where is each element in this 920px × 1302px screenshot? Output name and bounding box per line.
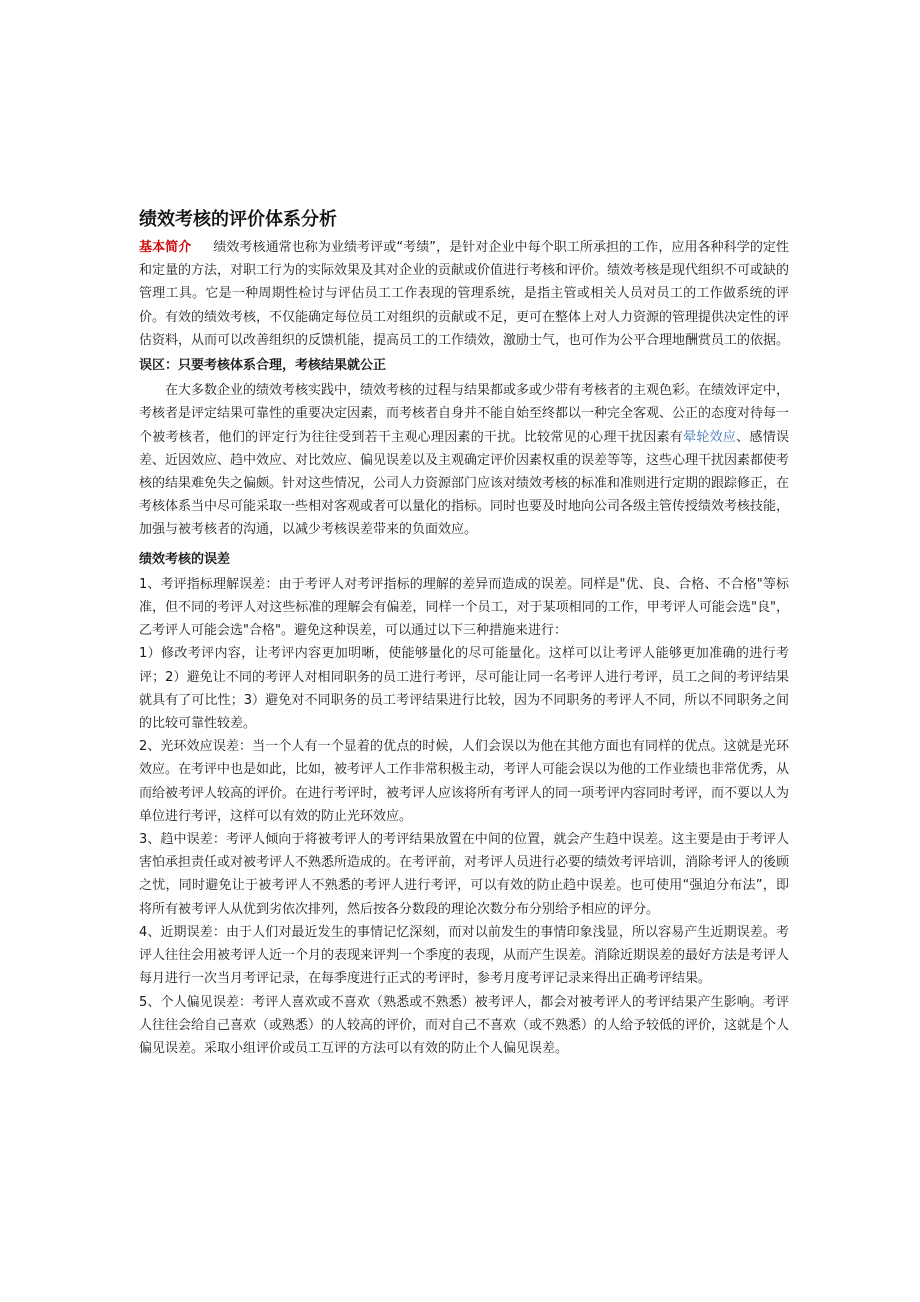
intro-text: 绩效考核通常也称为业绩考评或“考绩”，是针对企业中每个职工所承担的工作，应用各种科学的定性和定量的方法，对职工行为的实际效果及其对企业的贡献或价值进行考核和评价。绩效考核是现代组织不可或缺的管理工具。它是一种周期性检讨与评估员工工作表现的管理系统，是指主管或相关人员对员工的工作做系统的评价。有效的绩效考核，不仅能确定每位员工对组织的贡献或不足，更可在整体上对人力资源的管理提供决定性的评估资料，从而可以改善组织的反馈机能，提高员工的工作绩效，激励士气，也可作为公平合理地酬赏员工的依据。 <box>139 240 790 348</box>
errors-heading: 绩效考核的误差 <box>139 551 231 567</box>
document-body <box>139 208 789 1060</box>
error-item-5: 5、个人偏见误差：考评人喜欢或不喜欢（熟悉或不熟悉）被考评人，都会对被考评人的考评结果产生影响。考评人往往会给自己喜欢（或熟悉）的人较高的评价，而对自己不喜欢（或不熟悉）的人给予较低的评价，这就是个人偏见误差。采取小组评价或员工互评的方法可以有效的防止个人偏见误差。 <box>139 994 790 1056</box>
intro-paragraph <box>139 236 789 352</box>
error-item-4: 4、近期误差：由于人们对最近发生的事情记忆深刻，而对以前发生的事情印象浅显，所以容易产生近期误差。考评人往往会用被考评人近一个月的表现来评判一个季度的表现，从而产生误差。消除近期误差的最好方法是考评人每月进行一次当月考评记录，在每季度进行正式的考评时，参考月度考评记录来得出正确考评结果。 <box>139 924 790 987</box>
misconception-text-2: 、感情误差、近因效应、趋中效应、对比效应、偏见误差以及主观确定评价因素权重的误差等等，这些心理干扰因素都使考核的结果难免失之偏颇。针对这些情况，公司人力资源部门应该对绩效考核的标准和准则进行定期的跟踪修正，在考核体系当中尽可能采取一些相对客观或者可以量化的指标。同时也要及时地向公司各级主管传授绩效考核技能，加强与被考核者的沟通，以减少考核误差带来的负面效应。 <box>139 429 790 538</box>
misconception-text-1: 在大多数企业的绩效考核实践中，绩效考核的过程与结果都或多或少带有考核者的主观色彩。在绩效评定中，考核者是评定结果可靠性的重要决定因素，而考核者自身并不能自始至终都以一种完全客观、公正的态度对待每一个被考核者，他们的评定行为往往受到若干主观心理因素的干扰。比较常见的心理干扰因素有 <box>139 383 790 445</box>
error-item-2: 2、光环效应误差：当一个人有一个显着的优点的时候，人们会误以为他在其他方面也有同样的优点。这就是光环效应。在考评中也是如此，比如，被考评人工作非常积极主动，考评人可能会误以为他的工作业绩也非常优秀，从而给被考评人较高的评价。在进行考评时，被考评人应该将所有考评人的同一项考评内容同时考评，而不要以人为单位进行考评，这样可以有效的防止光环效应。 <box>139 739 790 824</box>
intro-label: 基本简介 <box>139 240 192 255</box>
error-item-3: 3、趋中误差：考评人倾向于将被考评人的考评结果放置在中间的位置，就会产生趋中误差。这主要是由于考评人害怕承担责任或对被考评人不熟悉所造成的。在考评前，对考评人员进行必要的绩效考评培训，消除考评人的後顾之忧，同时避免让于被考评人不熟悉的考评人进行考评，可以有效的防止趋中误差。也可使用“强迫分布法”，即将所有被考评人从优到劣依次排列，然后按各分数段的理论次数分布分别给予相应的评分。 <box>139 832 790 917</box>
error-item-1: 1、考评指标理解误差：由于考评人对考评指标的理解的差异而造成的误差。同样是"优、良、合格、不合格"等标准，但不同的考评人对这些标准的理解会有偏差，同样一个员工，对于某项相同的工作，甲考评人可能会选"良"，乙考评人可能会选"合格"。避免这种误差，可以通过以下三种措施来进行： <box>139 576 789 639</box>
document-title: 绩效考核的评价体系分析 <box>139 209 337 230</box>
error-item-1-measures: 1）修改考评内容，让考评内容更加明晰，使能够量化的尽可能量化。这样可以让考评人能够更加准确的进行考评；2）避免让不同的考评人对相同职务的员工进行考评，尽可能让同一名考评人进行考评，员工之间的考评结果就具有了可比性；3）避免对不同职务的员工考评结果进行比较，因为不同职务的考评人不同，所以不同职务之间的比较可靠性较差。 <box>139 646 789 732</box>
misconception-paragraph <box>139 379 789 541</box>
halo-effect-link[interactable]: 晕轮效应 <box>683 429 737 445</box>
misconception-heading: 误区：只要考核体系合理，考核结果就公正 <box>139 358 387 374</box>
